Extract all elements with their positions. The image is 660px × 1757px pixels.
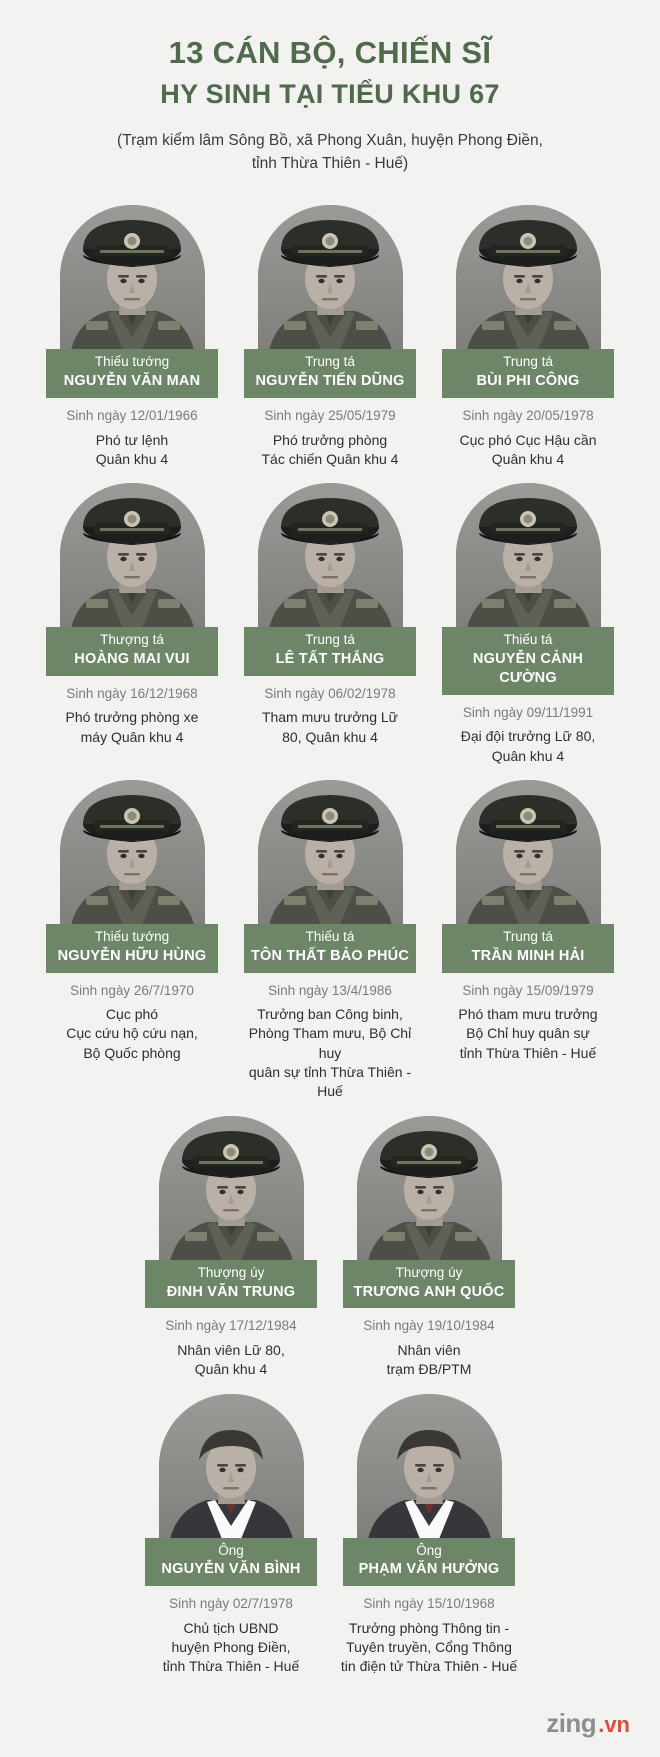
person-name: HOÀNG MAI VUI [74, 651, 190, 668]
portrait-photo [159, 1394, 304, 1544]
person-card [237, 483, 423, 747]
person-rank: Ông [218, 1542, 244, 1558]
person-name: TRƯƠNG ANH QUỐC [353, 1283, 505, 1300]
name-plate [343, 1260, 515, 1309]
person-name: TRẦN MINH HẢI [471, 947, 585, 964]
person-role: Phó trưởng phòng Tác chiến Quân khu 4 [261, 431, 399, 467]
person-card [237, 205, 423, 469]
person-card [39, 483, 225, 747]
person-name: NGUYỄN TIẾN DŨNG [255, 373, 405, 390]
person-dob: Sinh ngày 20/05/1978 [462, 407, 594, 423]
person-rank: Thượng úy [395, 1264, 463, 1280]
person-rank: Thiếu tướng [94, 928, 170, 944]
logo-text: zing [546, 1708, 597, 1739]
person-card [39, 205, 225, 469]
portrait-photo [258, 483, 403, 633]
person-role: Nhân viên Lữ 80, Quân khu 4 [177, 1341, 285, 1378]
person-rank: Trung tá [503, 354, 553, 370]
person-rank: Trung tá [305, 354, 355, 370]
person-role: Phó tham mưu trưởng Bộ Chỉ huy quân sự tỉnh Thừa Thiên - Huế [458, 1006, 598, 1061]
portrait-photo [159, 1116, 304, 1266]
page-title-line2: HY SINH TẠI TIỂU KHU 67 [160, 78, 500, 109]
portrait-photo [60, 780, 205, 930]
person-role: Cục phó Cục cứu hộ cứu nạn, Bộ Quốc phòng [66, 1006, 198, 1061]
person-dob: Sinh ngày 15/10/1968 [363, 1596, 495, 1612]
person-card [435, 205, 621, 469]
portrait-photo [357, 1394, 502, 1544]
name-plate [145, 1538, 317, 1587]
person-card [336, 1394, 522, 1677]
name-plate [442, 924, 614, 973]
person-role: Phó trưởng phòng xe máy Quân khu 4 [65, 709, 199, 745]
portrait-grid [0, 205, 660, 1691]
person-rank: Thượng úy [197, 1264, 265, 1280]
portrait-photo [258, 780, 403, 930]
person-card [138, 1394, 324, 1677]
person-rank: Trung tá [503, 928, 553, 944]
person-card [237, 780, 423, 1102]
person-dob: Sinh ngày 26/7/1970 [70, 982, 194, 998]
person-dob: Sinh ngày 25/05/1979 [264, 407, 396, 423]
person-card [435, 483, 621, 766]
person-dob: Sinh ngày 09/11/1991 [462, 704, 594, 720]
name-plate [46, 349, 218, 398]
person-role: Trưởng phòng Thông tin - Tuyên truyền, Cổng Thông tin điện tử Thừa Thiên - Huế [340, 1619, 518, 1675]
name-plate [46, 924, 218, 973]
portrait-row [0, 205, 660, 469]
person-name: NGUYỄN VĂN MAN [63, 373, 201, 390]
name-plate [244, 349, 416, 398]
person-role: Chủ tịch UBND huyện Phong Điền, tỉnh Thừa Thiên - Huế [162, 1619, 300, 1675]
name-plate [145, 1260, 317, 1309]
portrait-row [0, 483, 660, 766]
person-rank: Thượng tá [100, 632, 164, 648]
person-dob: Sinh ngày 02/7/1978 [169, 1596, 293, 1612]
person-rank: Thiếu tá [503, 632, 553, 648]
header [0, 0, 660, 181]
person-rank: Ông [416, 1542, 442, 1558]
name-plate [46, 627, 218, 676]
person-name: LÊ TẤT THẮNG [275, 651, 385, 668]
person-dob: Sinh ngày 13/4/1986 [268, 982, 392, 998]
zing-logo [546, 1708, 630, 1739]
person-dob: Sinh ngày 17/12/1984 [165, 1318, 297, 1334]
logo-suffix: vn [604, 1712, 630, 1738]
person-rank: Thiếu tá [305, 928, 355, 944]
page-subtitle: (Trạm kiểm lâm Sông Bồ, xã Phong Xuân, huyện Phong Điền, tỉnh Thừa Thiên - Huế) [117, 131, 543, 172]
portrait-photo [456, 205, 601, 355]
portrait-row [0, 1116, 660, 1380]
person-role: Phó tư lệnh Quân khu 4 [95, 431, 169, 467]
person-name: BÙI PHI CÔNG [476, 373, 580, 390]
name-plate [442, 627, 614, 695]
person-dob: Sinh ngày 12/01/1966 [66, 407, 198, 423]
person-dob: Sinh ngày 19/10/1984 [363, 1318, 495, 1334]
person-role: Tham mưu trưởng Lữ 80, Quân khu 4 [261, 709, 399, 745]
portrait-photo [456, 483, 601, 633]
person-name: ĐINH VĂN TRUNG [166, 1283, 296, 1300]
person-card [336, 1116, 522, 1380]
person-card [138, 1116, 324, 1380]
footer [0, 1701, 660, 1747]
logo-dot: . [598, 1712, 605, 1738]
person-name: TÔN THẤT BẢO PHÚC [250, 947, 410, 964]
person-name: NGUYỄN VĂN BÌNH [161, 1561, 301, 1578]
name-plate [244, 627, 416, 676]
person-name: PHẠM VĂN HƯỞNG [358, 1561, 500, 1578]
person-card [435, 780, 621, 1063]
person-role: Nhân viên trạm ĐB/PTM [386, 1341, 472, 1378]
portrait-photo [60, 205, 205, 355]
person-role: Cục phó Cục Hậu cần Quân khu 4 [459, 431, 597, 467]
portrait-photo [456, 780, 601, 930]
name-plate [244, 924, 416, 973]
page-title-line1: 13 CÁN BỘ, CHIẾN SĨ [168, 35, 492, 70]
portrait-row [0, 1394, 660, 1677]
portrait-photo [357, 1116, 502, 1266]
person-name: NGUYỄN HỮU HÙNG [57, 947, 207, 964]
person-rank: Thiếu tướng [94, 354, 170, 370]
name-plate [442, 349, 614, 398]
person-role: Đại đội trưởng Lữ 80, Quân khu 4 [460, 728, 596, 764]
portrait-photo [258, 205, 403, 355]
portrait-row [0, 780, 660, 1102]
person-dob: Sinh ngày 06/02/1978 [264, 685, 396, 701]
person-role: Trưởng ban Công binh, Phòng Tham mưu, Bộ Chỉ huy quân sự tỉnh Thừa Thiên - Huế [248, 1006, 412, 1100]
person-dob: Sinh ngày 16/12/1968 [66, 685, 198, 701]
person-rank: Trung tá [305, 632, 355, 648]
person-dob: Sinh ngày 15/09/1979 [462, 982, 594, 998]
person-card [39, 780, 225, 1063]
person-name: NGUYỄN CẢNH CƯỜNG [472, 651, 584, 686]
portrait-photo [60, 483, 205, 633]
name-plate [343, 1538, 515, 1587]
